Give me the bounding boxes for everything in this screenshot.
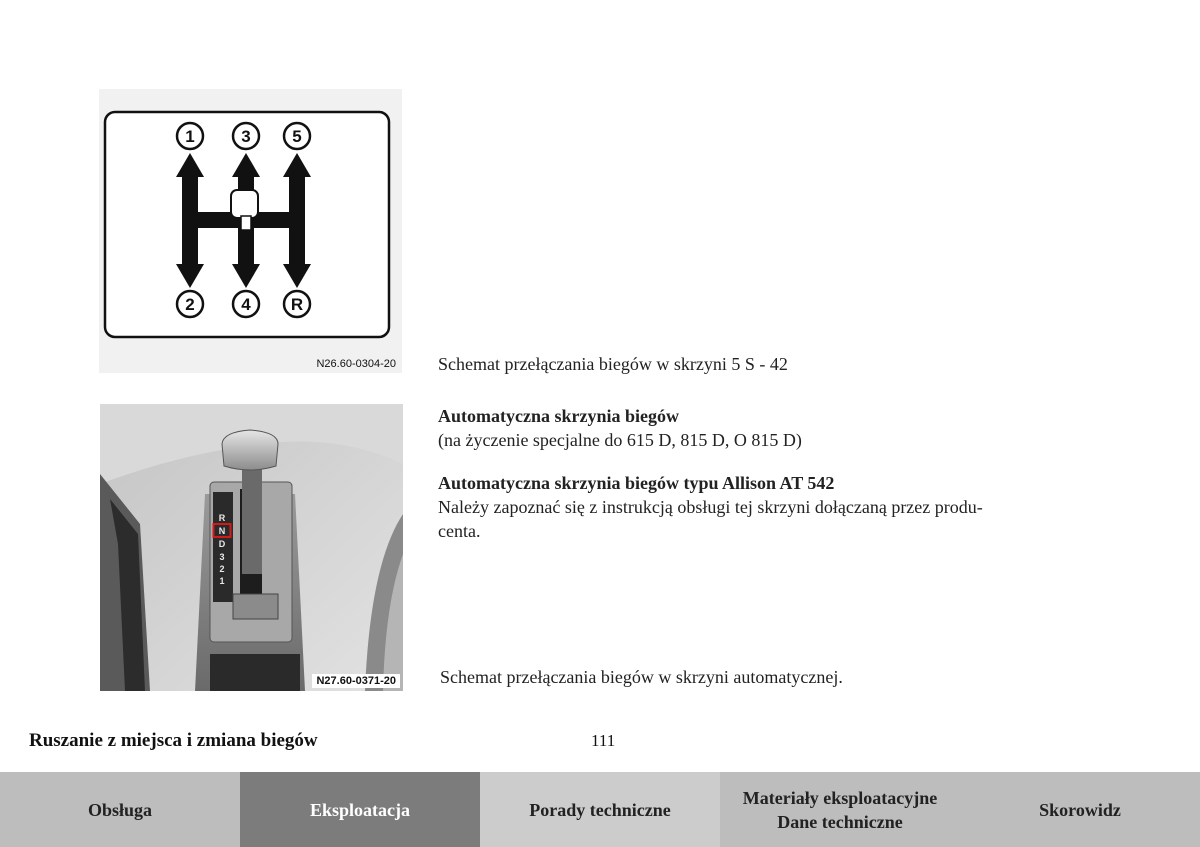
tab-label: Porady techniczne <box>529 799 671 820</box>
gear-label-1: 1 <box>185 127 195 146</box>
gear-label-3: 3 <box>241 127 251 146</box>
shift-pattern-diagram <box>99 89 402 373</box>
tab-label-line1: Materiały eksploatacyjne <box>742 787 938 808</box>
selector-position-3: 3 <box>219 552 225 562</box>
tab-skorowidz[interactable] <box>960 772 1200 847</box>
tab-materialy-eksploatacyjne[interactable] <box>720 772 960 847</box>
tab-obsluga[interactable] <box>0 772 240 847</box>
caption-automatic: Schemat przełączania biegów w skrzyni automatycznej. <box>440 667 843 687</box>
automatic-selector-illustration <box>100 404 403 691</box>
tab-label: Obsługa <box>87 799 153 820</box>
selector-position-n: N <box>218 526 226 536</box>
gear-label-4: 4 <box>241 295 251 314</box>
gear-knob-icon <box>231 190 258 218</box>
tab-label: Eksploatacja <box>309 799 410 820</box>
automatic-heading: Automatyczna skrzynia biegów <box>438 406 679 426</box>
allison-heading: Automatyczna skrzynia biegów typu Allison AT 542 <box>438 473 835 493</box>
figure-code: N27.60-0371-20 <box>312 674 400 688</box>
gear-label-r: R <box>290 295 304 314</box>
selector-position-d: D <box>218 539 226 549</box>
caption-manual: Schemat przełączania biegów w skrzyni 5 S - 42 <box>438 354 788 374</box>
page-number: 111 <box>591 731 616 750</box>
section-title: Ruszanie z miejsca i zmiana biegów <box>29 730 318 751</box>
selector-position-2: 2 <box>219 564 225 574</box>
allison-body: Należy zapoznać się z instrukcją obsługi tej skrzyni dołączaną przez produ- centa. <box>438 497 983 541</box>
shift-pattern-figure <box>99 89 402 373</box>
tab-label-line2: Dane techniczne <box>777 811 903 832</box>
gear-label-5: 5 <box>292 127 302 146</box>
gear-label-2: 2 <box>185 295 195 314</box>
figure-code: N26.60-0304-20 <box>316 358 396 370</box>
automatic-selector-photo <box>100 404 403 691</box>
selector-position-r: R <box>218 513 226 523</box>
selector-position-1: 1 <box>219 576 225 586</box>
tab-porady-techniczne[interactable] <box>480 772 720 847</box>
automatic-note: (na życzenie specjalne do 615 D, 815 D, O 815 D) <box>438 430 802 450</box>
tab-label: Skorowidz <box>1039 799 1121 820</box>
tab-eksploatacja[interactable] <box>240 772 480 847</box>
